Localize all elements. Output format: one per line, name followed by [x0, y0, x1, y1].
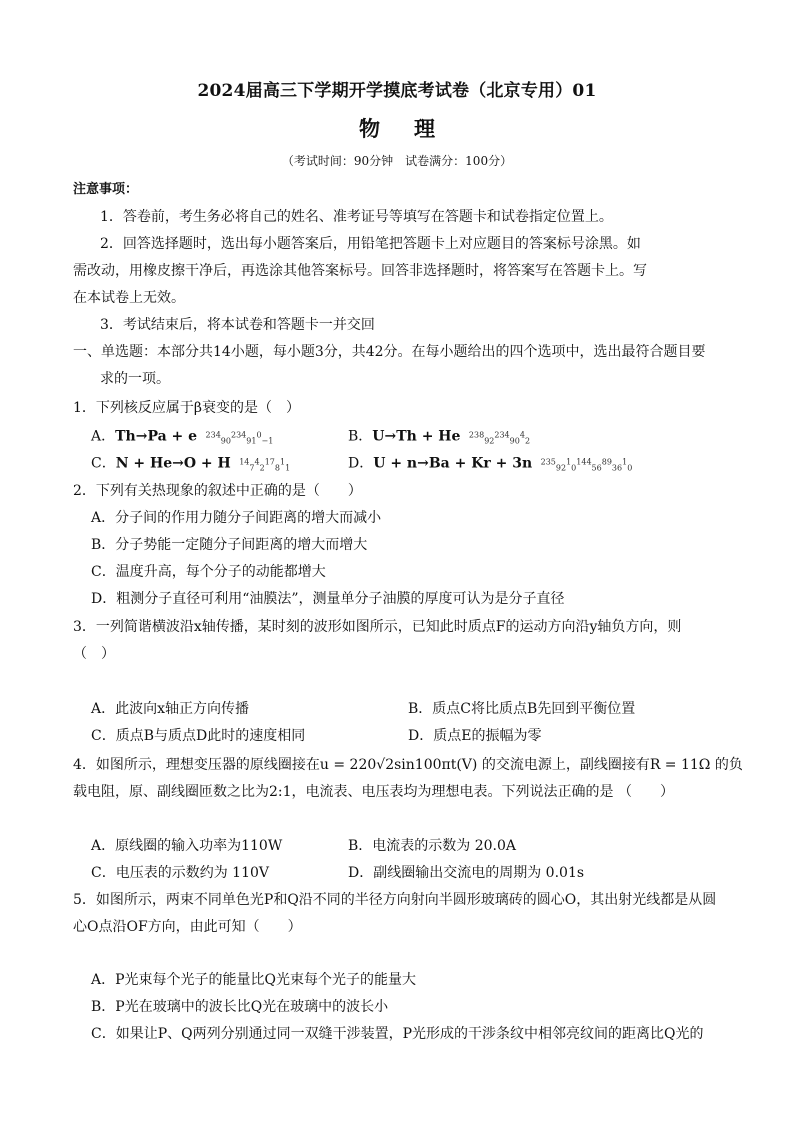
question-2-option-b: B．分子势能一定随分子间距离的增大而增大: [91, 537, 368, 553]
question-4-stem-line-2: 载电阻，原、副线圈匝数之比为2:1，电流表、电压表均为理想电表。下列说法正确的是 （ ）: [73, 784, 674, 800]
question-3-option-b: B．质点C将比质点B先回到平衡位置: [408, 701, 636, 717]
nuclide-number: 1: [566, 457, 572, 466]
nuclide-number: 4: [519, 430, 525, 439]
nuclide-numbers: [239, 457, 291, 473]
nuclide-number: 0: [627, 463, 633, 473]
question-2-option-d: D．粗测分子直径可利用“油膜法”，测量单分子油膜的厚度可认为是分子直径: [91, 591, 565, 607]
question-4-stem-line-1: 4．如图所示，理想变压器的原线圈接在u = 220√2sin100πt(V) 的交流电源上，副线圈接有R = 11Ω 的负: [73, 757, 743, 773]
question-5-stem-line-1: 5．如图所示，两束不同单色光P和Q沿不同的半径方向射向半圆形玻璃砖的圆心O，其出射光线都是从圆: [73, 892, 717, 908]
nuclide-number: 1: [622, 457, 628, 466]
nuclide-numbers: [205, 430, 274, 446]
subject-title: [0, 113, 794, 143]
nuclide-number: 92: [555, 463, 567, 473]
question-5-option-c: C．如果让P、Q两列分别通过同一双缝干涉装置，P光形成的干涉条纹中相邻亮纹间的距离比Q光的: [91, 1026, 704, 1042]
nuclide-number: 8: [274, 463, 280, 473]
nuclide-number: 1: [279, 457, 286, 466]
option-label: A．: [91, 428, 116, 445]
nuclide-number: 90: [220, 436, 231, 446]
option-text: U + n→Ba + Kr + 3n: [373, 455, 533, 472]
nuclide-number: 235: [540, 457, 556, 466]
question-5-option-a: A．P光束每个光子的能量比Q光束每个光子的能量大: [91, 972, 417, 988]
exam-info: （考试时间：90分钟 试卷满分：100分）: [281, 154, 513, 168]
nuclide-number: 234: [494, 430, 510, 439]
nuclide-number: 2: [259, 463, 265, 473]
option-text: Th→Pa + e: [115, 428, 198, 445]
question-2-option-a: A．分子间的作用力随分子间距离的增大而减小: [91, 510, 382, 526]
option-label: D．: [348, 455, 374, 472]
option-label: C．: [91, 455, 116, 472]
question-3-stem-line-1: 3．一列简谐横波沿x轴传播，某时刻的波形如图所示，已知此时质点F的运动方向沿y轴负方向，则: [73, 619, 682, 635]
question-4-option-c: C．电压表的示数约为 110V: [91, 865, 269, 881]
notes-heading: 注意事项：: [73, 182, 139, 197]
question-1-stem: 1．下列核反应属于β衰变的是（ ）: [73, 400, 301, 416]
notes-item-2-line-1: 2．回答选择题时，选出每小题答案后，用铅笔把答题卡上对应题目的答案标号涂黑。如: [100, 236, 641, 252]
notes-item-2-line-2: 需改动，用橡皮擦干净后，再选涂其他答案标号。回答非选择题时，将答案写在答题卡上。写: [73, 263, 647, 279]
nuclide-number: 90: [509, 436, 520, 446]
nuclide-number: 14: [239, 457, 250, 466]
question-4-option-a: A．原线圈的输入功率为110W: [91, 838, 283, 854]
notes-item-1: 1．答卷前，考生务必将自己的姓名、准考证号等填写在答题卡和试卷指定位置上。: [100, 209, 613, 225]
question-5-option-b: B．P光在玻璃中的波长比Q光在玻璃中的波长小: [91, 999, 389, 1015]
question-3-option-c: C．质点B与质点D此时的速度相同: [91, 728, 306, 744]
question-1-option-d: [348, 452, 632, 478]
nuclide-number: 0: [571, 463, 577, 473]
question-3-option-a: A．此波向x轴正方向传播: [91, 701, 250, 717]
nuclide-number: 144: [576, 457, 592, 466]
nuclide-number: 36: [611, 463, 623, 473]
question-5-stem-line-2: 心O点沿OF方向，由此可知（ ）: [73, 919, 302, 935]
notes-item-3: 3．考试结束后，将本试卷和答题卡一并交回: [100, 317, 375, 333]
nuclide-number: 56: [591, 463, 602, 473]
nuclide-number: 91: [246, 436, 257, 446]
question-2-stem: 2．下列有关热现象的叙述中正确的是（ ）: [73, 483, 362, 499]
nuclide-number: 238: [468, 430, 485, 439]
nuclide-number: 17: [264, 457, 275, 466]
exam-title: 2024届高三下学期开学摸底考试卷（北京专用）01: [197, 81, 597, 101]
nuclide-number: 2: [524, 436, 531, 446]
question-4-option-d: D．副线圈输出交流电的周期为 0.01s: [348, 865, 585, 881]
nuclide-number: 234: [230, 430, 247, 439]
question-1-option-b: [348, 425, 530, 451]
nuclide-number: 1: [285, 463, 291, 473]
nuclide-numbers: [468, 430, 531, 446]
notes-item-2-line-3: 在本试卷上无效。: [73, 290, 185, 306]
nuclide-number: 0: [256, 430, 262, 439]
nuclide-number: 7: [249, 463, 255, 473]
section-1-heading: 一、单选题：本部分共14小题，每小题3分，共42分。在每小题给出的四个选项中，选出最符合题目要: [73, 344, 706, 360]
subject-char-2: 理: [414, 116, 435, 141]
nuclide-number: −1: [261, 436, 274, 446]
option-text: U→Th + He: [372, 428, 461, 445]
nuclide-number: 92: [484, 436, 495, 446]
question-1-option-c: [91, 452, 290, 478]
option-label: B．: [348, 428, 373, 445]
nuclide-number: 234: [205, 430, 221, 439]
nuclide-number: 4: [254, 457, 260, 466]
question-1-option-a: [91, 425, 273, 451]
subject-char-1: 物: [359, 116, 380, 141]
option-text: N + He→O + H: [115, 455, 231, 472]
question-2-option-c: C．温度升高，每个分子的动能都增大: [91, 564, 326, 580]
question-3-stem-line-2: （ ）: [73, 646, 115, 662]
section-1-heading-cont: 求的一项。: [100, 371, 170, 387]
nuclide-number: 89: [601, 457, 612, 466]
question-4-option-b: B．电流表的示数为 20.0A: [348, 838, 517, 854]
question-3-option-d: D．质点E的振幅为零: [408, 728, 542, 744]
nuclide-numbers: [540, 457, 633, 473]
